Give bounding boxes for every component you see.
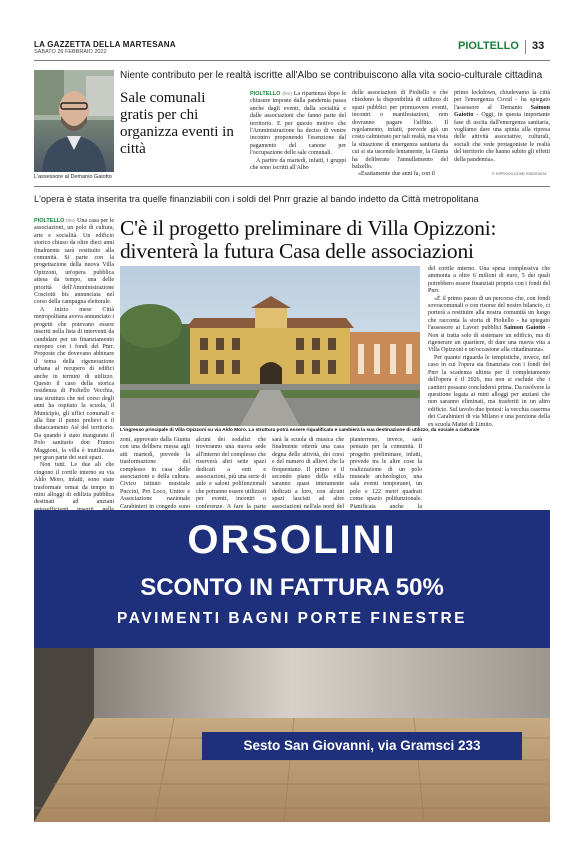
- paragraph: A partire da martedì, infatti, i gruppi che sono iscritti all'Albo: [250, 157, 346, 172]
- villa-photo-caption: L'ingresso principale di Villa Opizzoni su via Aldo Moro. La struttura potrà essere riqualificata e cambierà la sua destinazione di utilizzo, da sociale a culturale: [120, 428, 480, 433]
- paragraph-text: Una casa per le associazioni, un polo di cultura, arte e socialità. Un edificio storico chiuso da oltre dieci anni finalmente sarà restituito alla comunità. Si parte con la progettazione della nuova Villa Opizzoni, un'opera pubblica attesa da tempo, una delle priorità dell'Amministrazione Cosciotti bis annunciata nel corso della campagna elettorale.: [34, 218, 114, 306]
- masthead-rule: [34, 60, 550, 61]
- paragraph: delle associazioni di Pioltello e che chiedono la disponibilità di utilizzo di spazi pubblici per promuovere eventi, incontri o manifestazioni, non dovranno pagare l'affitto. Il regolamento, infatti, prevede già un costo calmierato per tali realtà, ma vista la situazione di emergenza sanitaria da cui si sta uscendo lentamente, la Giunta ha deliberato l'annullamento del balzello.: [352, 90, 448, 171]
- advert-promo: SCONTO IN FATTURA 50%: [140, 574, 444, 601]
- advert-address: Sesto San Giovanni, via Gramsci 233: [202, 732, 522, 760]
- paragraph: Non tutti. Le due ali che cingono il cortile interno su via Aldo Moro, infatti, sono state trasformate ormai da tempo in mini alloggi di edilizia pubblica destinati ad anziani: [34, 462, 114, 506]
- author-initials: (fmr): [66, 218, 76, 223]
- page-number: 33: [532, 40, 545, 52]
- story-divider: [34, 186, 550, 187]
- dateline-location: PIOLTELLO: [250, 91, 281, 97]
- villa-photo: [120, 266, 420, 426]
- copyright-note: © RIPRODUZIONE RISERVATA: [492, 172, 547, 176]
- story2-bottom-column-3: sarà la scuola di musica che finalmente otterrà una casa degna delle attività, dei corsi e del numero di allievi che la frequentano. Il primo e il secondo piano della villa saranno quasi interamente dedicati a loro, con alcuni spazi lasciati ad altre associazioni nell'ala nord del: [272, 437, 344, 510]
- issue-date: SABATO 26 FEBBRAIO 2022: [34, 49, 107, 55]
- paragraph: [454, 90, 550, 164]
- story1-column-2: [352, 90, 448, 179]
- paragraph-text: primo lockdown, chiudevamo la città per l'emergenza Covid - ha spiegato l'assessore al Demanio: [454, 90, 550, 111]
- story1-column-3: [454, 90, 550, 164]
- paragraph-text: «È il primo passo di un percorso che, con fondi sovracomunali o con risorse del nostro bilancio, ci porterà a restituire alla nostra comunità un luogo che racconta la storia di Pioltello - ha spiegato l'assessore ai Lavori pubblici: [428, 295, 550, 332]
- paragraph: [428, 296, 550, 355]
- section-name: PIOLTELLO: [458, 40, 519, 52]
- story2-headline: C'è il progetto preliminare di Villa Opizzoni: diventerà la futura Casa delle associazioni: [120, 216, 497, 263]
- paragraph: A inizio mese Città metropolitana aveva annunciato i progetti che potevano essere inseriti nella lista di interventi da candidare per un finanziamento europeo con i fondi del Pnrr. Proposte che dovevano abbinare il tema della rigenerazione urbana al recupero di edifici anche in termini di utilizzo. Questo il caso della storica residenza di Pioltello Vecchia, una struttura che nel corso degli anni ha ospitato la scuola, il Municipio, gli uffici comunali e alla fine il punto prelievi e il distaccamento Asl del territorio. Da quando è stato inaugurato il Polo sanitario don Franco Maggioni, la villa è inutilizzata per gran parte dei suoi spazi.: [34, 306, 114, 461]
- paragraph: Per quanto riguarda le tempistiche, invece, nel caso in cui l'opera sia finanziata con i fondi del Pnrr la scadenza ultima per il completamento dell'opera è il 2026, ma non si esclude che i cantieri possano concludersi prima. Da risolvere la questione legata ai mini alloggi per anziani che non saranno eliminati, ma trasferiti in un altro edificio. Sul tavolo due ipotesi: la vecchia caserma dei Carabinieri di via Milano e una porzione della ex scuola Mattei di Limito.: [428, 354, 550, 428]
- paragraph-text: - Non si tratta solo di sistemare un edificio, ma di rigenerare un quartiere, di dare una nuova vita a Villa Opizzoni e un'occasione alla cittadinanza».: [428, 325, 551, 354]
- paragraph-text: - Oggi, in questa importante fase di uscita dall'emergenza sanitaria, vogliamo dare una spinta alla ripresa delle attività associative, culturali, sociali che vede protagoniste le realtà del territorio che hanno subito gli effetti della pandemia».: [454, 112, 550, 163]
- advert-categories: PAVIMENTI BAGNI PORTE FINESTRE: [117, 610, 467, 627]
- story1-column-1: [250, 90, 346, 172]
- story2-left-column: [34, 217, 114, 551]
- paragraph: [250, 90, 346, 158]
- story2-right-column: [428, 266, 550, 429]
- paragraph: «Esattamente due anni fa, con il: [358, 171, 435, 178]
- paragraph: [34, 217, 114, 307]
- paragraph: del cortile interno. Una spesa complessiva che ammonta a oltre 6 milioni di euro, 5 dei quali potrebbero essere finanziati proprio con i fondi del Pnrr.: [428, 266, 550, 295]
- story1-kicker: Niente contributo per le realtà iscritte all'Albo se contribuiscono alla vita socio-culturale cittadina: [120, 70, 543, 81]
- dateline-location: PIOLTELLO: [34, 218, 65, 224]
- advertisement: [34, 510, 550, 822]
- portrait-photo: [34, 70, 114, 172]
- story2-kicker: L'opera è stata inserita tra quelle finanziabili con i soldi del Pnrr grazie al bando indetto da Città metropolitana: [34, 194, 479, 204]
- person-name: Saimon Gaiotto: [503, 325, 546, 332]
- story1-headline: Sale comunali gratis per chi organizza eventi in città: [120, 90, 234, 157]
- person-name: Saimon Gaiotto: [454, 104, 550, 119]
- paragraph-text: La ripartenza dopo le chiusure imposte dalla pandemia passa anche dagli eventi, dalla socialità e dalle associazioni che fanno parte del territorio. E per questo motivo che l'Amministrazione ha deciso di venire incontro proponendo l'esenzione dal pagamento del canone per l'occupazione delle sale comunali.: [250, 91, 347, 157]
- author-initials: (fmr): [282, 91, 292, 96]
- story2-bottom-column-1: zoni, approvato dalla Giunta con una delibera messa agli atti martedì, prevede la trasformazione del complesso in casa delle associazioni e della cultura. Civico istituto musicale Puccini, Pro Loco, Unitre e Associazione nazionale Carabinieri in congedo sono: [120, 437, 190, 510]
- story2-bottom-column-2: alcuni dei sodalizi che troveranno una nuova sede all'interno del complesso che riserverà altri sette spazi dedicati a enti e associazioni, più una serie di aule e saloni polifunzionali che potranno essere utilizzati per eventi, incontri o conferenze. A fare la parte: [196, 437, 266, 510]
- advert-brand: ORSOLINI: [187, 518, 397, 562]
- story2-bottom-column-4: pianterreno, invece, sarà pensato per la comunità. Il progetto preliminare, infatti, prevede tra le altre cose la realizzazione di un polo museale archeologico, una sala eventi temporanei, un polo e 122 metri quadrati come spazio polifunzionale. Pianificata anche la: [350, 437, 422, 510]
- portrait-caption: L'assessore al Demanio Gaiotto: [34, 174, 112, 180]
- newspaper-title: LA GAZZETTA DELLA MARTESANA: [34, 40, 176, 49]
- masthead-divider: [525, 40, 526, 54]
